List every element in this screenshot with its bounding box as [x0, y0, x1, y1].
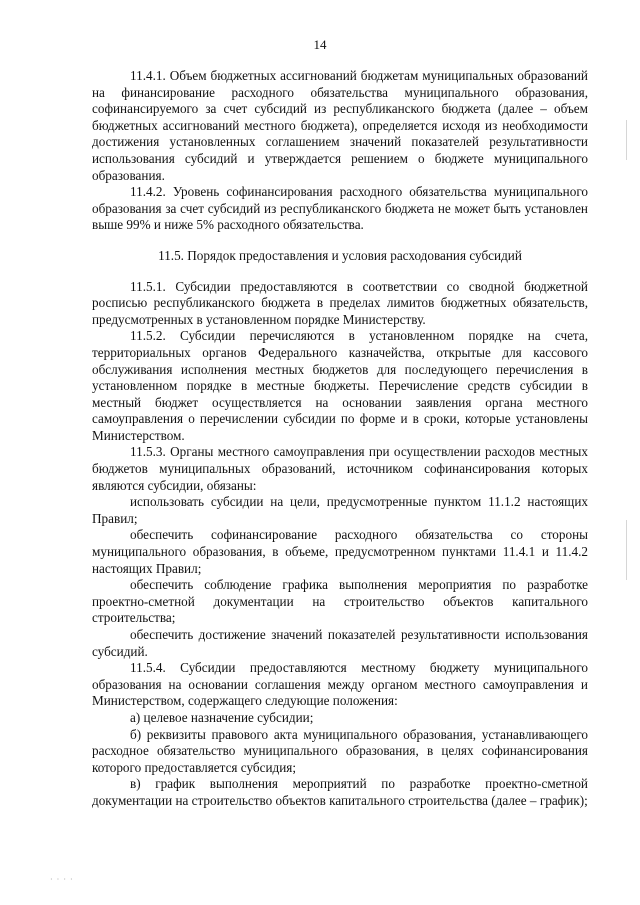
paragraph-11-5-3: 11.5.3. Органы местного самоуправления при осуществлении расходов местных бюджетов муниципальных образований, источником софинансирования которых являются субсидии, обязаны:	[92, 444, 588, 493]
paragraph-11-5-4: 11.5.4. Субсидии предоставляются местному бюджету муниципального образования на основании соглашения между органом местного самоуправления и Министерством, содержащего следующие положения:	[92, 660, 588, 709]
scan-edge-mark-top	[626, 120, 627, 160]
scan-edge-mark-bottom	[626, 520, 627, 580]
paragraph-11-5-1: 11.5.1. Субсидии предоставляются в соответствии со сводной бюджетной росписью республиканского бюджета в пределах лимитов бюджетных обязательств, предусмотренных в установленном порядке Министерству.	[92, 278, 588, 327]
document-body	[92, 68, 588, 810]
page-number: 14	[313, 37, 327, 52]
agreement-item-c: в) график выполнения мероприятий по разработке проектно-сметной документации на строительство объектов капитального строительства (далее – график);	[92, 776, 588, 808]
section-heading-11-5: 11.5. Порядок предоставления и условия расходования субсидий	[158, 247, 522, 263]
obligation-item-2: обеспечить софинансирование расходного обязательства со стороны муниципального образования, в объеме, предусмотренном пунктами 11.4.1 и 11.4.2 настоящих Правил;	[92, 527, 588, 576]
paragraph-11-4-2: 11.4.2. Уровень софинансирования расходного обязательства муниципального образования за счет субсидий из республиканского бюджета не может быть установлен выше 99% и ниже 5% расходного обязательства.	[92, 184, 588, 233]
paragraph-11-5-2: 11.5.2. Субсидии перечисляются в установленном порядке на счета, территориальных органов Федерального казначейства, открытые для кассового обслуживания исполнения местных бюджетов для последующего перечисления в установленном порядке в местные бюджеты. Перечисление средств субсидии в местный бюджет осуществляется на основании заявления органа местного самоуправления о перечислении субсидии по форме и в сроки, которые установлены Министерством.	[92, 328, 588, 443]
agreement-item-b: б) реквизиты правового акта муниципального образования, устанавливающего расходное обязательство муниципального образования, в целях софинансирования которого предоставляется субсидия;	[92, 726, 588, 775]
obligation-item-1: использовать субсидии на цели, предусмотренные пунктом 11.1.2 настоящих Правил;	[92, 494, 588, 526]
paragraph-11-4-1: 11.4.1. Объем бюджетных ассигнований бюджетам муниципальных образований на финансирование расходного обязательства муниципального образования, софинансируемого за счет субсидий из республиканского бюджета (далее – объем бюджетных ассигнований местного бюджета), определяется исходя из необходимости достижения установленных соглашением значений показателей результативности использования субсидий и утверждается решением о бюджете муниципального образования.	[92, 68, 588, 183]
obligation-item-3: обеспечить соблюдение графика выполнения мероприятия по разработке проектно-сметной документации на строительство объектов капитального строительства;	[92, 577, 588, 626]
agreement-item-a: а) целевое назначение субсидии;	[130, 709, 314, 725]
obligation-item-4: обеспечить достижение значений показателей результативности использования субсидий.	[92, 627, 588, 659]
scan-mark: · · · ·	[50, 875, 74, 884]
